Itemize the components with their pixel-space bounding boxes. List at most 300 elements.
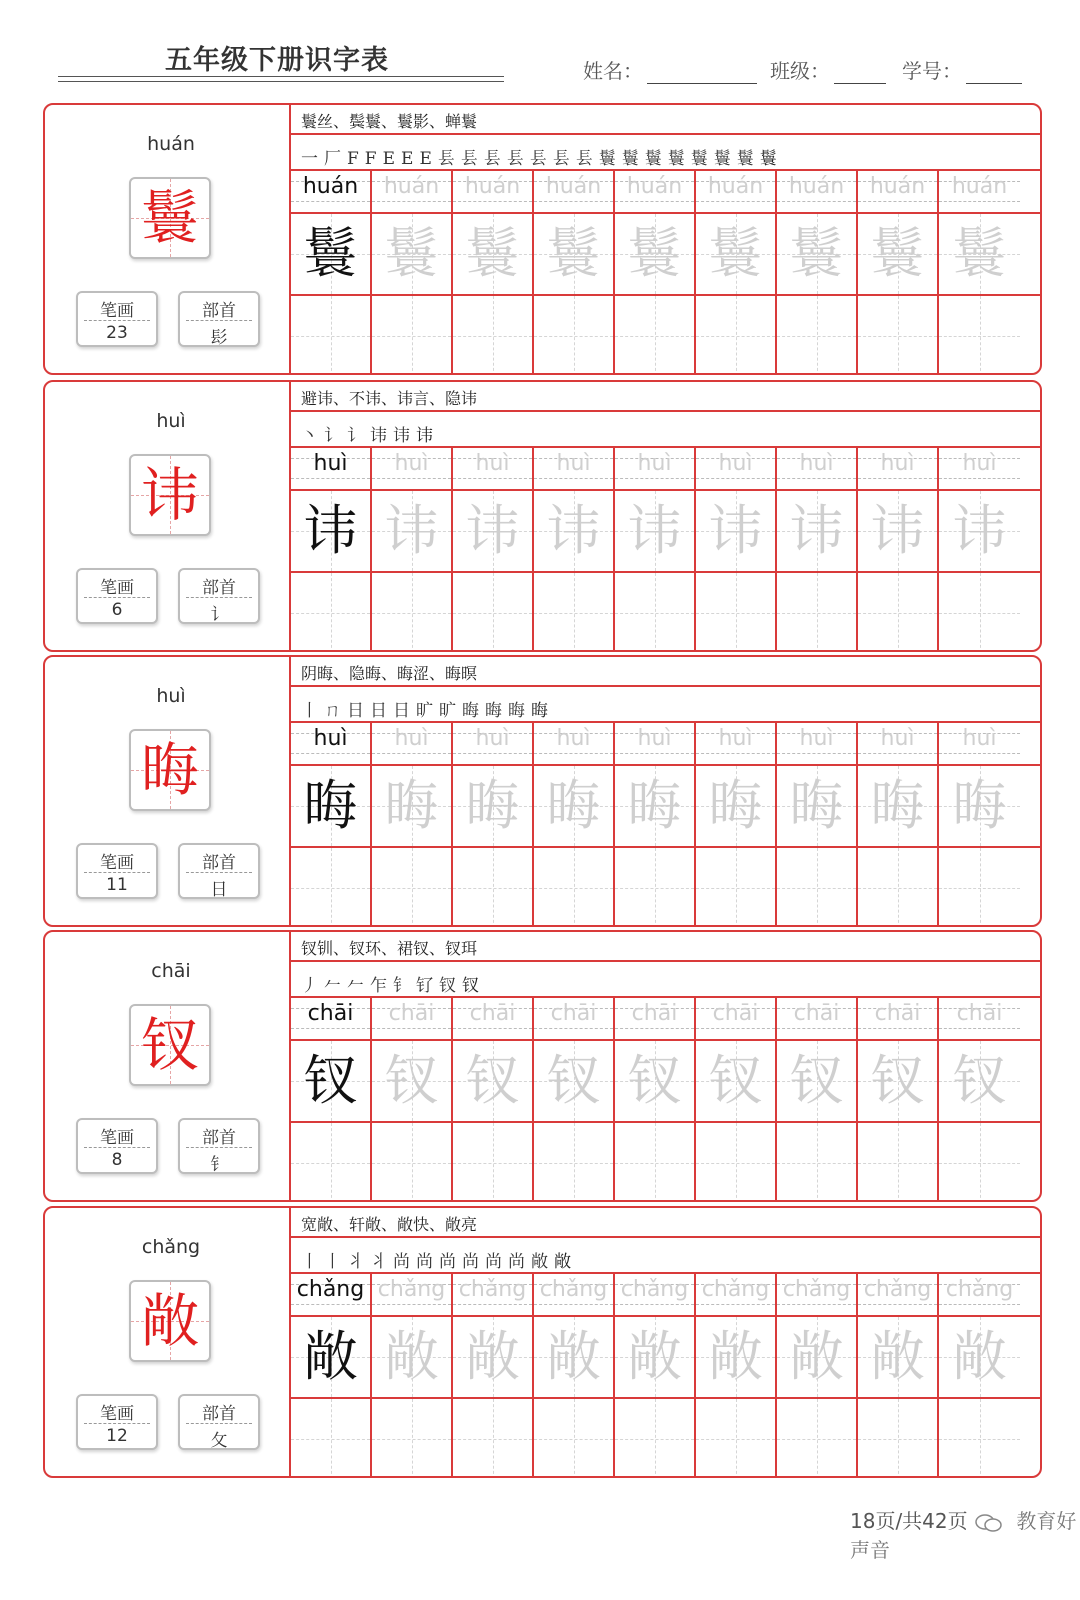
blank-cell[interactable]	[534, 848, 615, 927]
stroke-step: 镸	[437, 149, 455, 169]
char-trace: 钗	[870, 1049, 925, 1112]
char-cell[interactable]	[858, 766, 939, 846]
stroke-step: 日	[393, 701, 410, 721]
char-cell[interactable]	[939, 214, 1020, 294]
stroke-step: 鬟	[690, 149, 708, 169]
radical-value: 日	[210, 880, 228, 900]
practice-panel	[289, 1208, 1042, 1476]
blank-cell[interactable]	[372, 573, 453, 652]
char-trace: 敞	[465, 1325, 520, 1388]
char-cell[interactable]	[615, 1317, 696, 1397]
char-cell[interactable]	[858, 214, 939, 294]
blank-cell[interactable]	[939, 1399, 1020, 1478]
radical-label: 部首	[202, 1128, 236, 1148]
pinyin-cell[interactable]	[615, 1274, 696, 1315]
pinyin-trace: huì	[394, 451, 429, 476]
char-display-box	[129, 729, 211, 811]
char-cell[interactable]	[939, 1317, 1020, 1397]
blank-cell[interactable]	[615, 1399, 696, 1478]
stroke-step: ㄇ	[324, 701, 341, 721]
char-display: 晦	[140, 736, 199, 804]
blank-cell[interactable]	[615, 1123, 696, 1202]
stroke-count-label: 笔画	[100, 853, 134, 873]
pinyin-cell[interactable]	[372, 1274, 453, 1315]
pinyin-trace: chǎng	[945, 1277, 1014, 1302]
stroke-step: 厂	[324, 149, 341, 169]
blank-cell[interactable]	[777, 1123, 858, 1202]
blank-cell[interactable]	[534, 1399, 615, 1478]
char-trace: 晦	[627, 774, 682, 837]
char-cell[interactable]	[453, 491, 534, 571]
pinyin-cell[interactable]	[291, 448, 372, 489]
pinyin-trace: huán	[869, 174, 926, 199]
char-cell[interactable]	[372, 214, 453, 294]
blank-cell[interactable]	[615, 296, 696, 375]
class-label: 班级：	[770, 59, 830, 83]
pinyin-cell[interactable]	[777, 171, 858, 212]
pinyin-cell[interactable]	[534, 723, 615, 764]
char-trace: 晦	[870, 774, 925, 837]
pinyin-trace: chāi	[307, 1001, 354, 1026]
pinyin-cell[interactable]	[534, 171, 615, 212]
stroke-count-box	[76, 1118, 158, 1174]
pinyin-cell[interactable]	[939, 1274, 1020, 1315]
number-blank[interactable]	[966, 59, 1022, 84]
char-trace: 敞	[952, 1325, 1007, 1388]
char-trace: 晦	[789, 774, 844, 837]
watermark-text: 教育好声音	[850, 1509, 1077, 1562]
blank-cell[interactable]	[534, 1123, 615, 1202]
char-cell[interactable]	[372, 1041, 453, 1121]
pinyin-trace: huì	[880, 726, 915, 751]
char-trace: 敞	[627, 1325, 682, 1388]
pinyin-cell[interactable]	[696, 998, 777, 1039]
char-display-box	[129, 1280, 211, 1362]
stroke-step: 鬟	[621, 149, 639, 169]
stroke-order	[301, 1242, 571, 1272]
char-cell[interactable]	[777, 214, 858, 294]
stroke-step: 讳	[416, 426, 433, 446]
stroke-step: 鬟	[644, 149, 662, 169]
example-words: 钗钏、钗环、裙钗、钗珥	[301, 939, 478, 958]
char-cell[interactable]	[291, 214, 372, 294]
pinyin-cell[interactable]	[615, 998, 696, 1039]
stroke-step: 讠	[324, 426, 341, 446]
radical-value: 钅	[210, 1155, 228, 1175]
blank-cell[interactable]	[858, 848, 939, 927]
char-cell[interactable]	[534, 491, 615, 571]
blank-cell[interactable]	[372, 296, 453, 375]
char-cell[interactable]	[696, 1317, 777, 1397]
char-cell[interactable]	[939, 766, 1020, 846]
pinyin-trace: chāi	[388, 1001, 435, 1026]
char-cell[interactable]	[777, 766, 858, 846]
pinyin-cell[interactable]	[453, 448, 534, 489]
pinyin-cell[interactable]	[777, 1274, 858, 1315]
char-trace: 钗	[465, 1049, 520, 1112]
char-cell[interactable]	[534, 766, 615, 846]
pinyin-cell[interactable]	[453, 723, 534, 764]
blank-cell[interactable]	[858, 296, 939, 375]
pinyin-trace: huán	[545, 174, 602, 199]
char-cell[interactable]	[372, 766, 453, 846]
blank-cell[interactable]	[372, 848, 453, 927]
example-words: 阴晦、隐晦、晦涩、晦暝	[301, 664, 478, 683]
blank-cell[interactable]	[453, 573, 534, 652]
stroke-count-value: 8	[111, 1150, 123, 1170]
stroke-step: 讳	[393, 426, 410, 446]
stroke-step: 晦	[508, 701, 525, 721]
char-display: 讳	[140, 461, 199, 529]
character-card	[43, 655, 1042, 927]
char-trace: 鬟	[303, 222, 358, 285]
pinyin-cell[interactable]	[615, 448, 696, 489]
pinyin-trace: huán	[951, 174, 1008, 199]
pinyin-trace: huì	[394, 726, 429, 751]
blank-cell[interactable]	[939, 296, 1020, 375]
blank-cell[interactable]	[615, 573, 696, 652]
stroke-step: E	[419, 149, 432, 169]
blank-cell[interactable]	[534, 573, 615, 652]
char-blank-row	[291, 848, 1020, 927]
pinyin-cell[interactable]	[858, 998, 939, 1039]
stroke-order	[301, 691, 548, 721]
radical-label: 部首	[202, 301, 236, 321]
blank-cell[interactable]	[939, 573, 1020, 652]
practice-panel	[289, 657, 1042, 925]
char-cell[interactable]	[372, 491, 453, 571]
char-cell[interactable]	[291, 1317, 372, 1397]
blank-cell[interactable]	[696, 296, 777, 375]
pinyin-cell[interactable]	[939, 998, 1020, 1039]
char-cell[interactable]	[777, 1317, 858, 1397]
blank-cell[interactable]	[858, 573, 939, 652]
blank-cell[interactable]	[453, 1399, 534, 1478]
char-cell[interactable]	[615, 491, 696, 571]
example-words: 鬟丝、鬓鬟、鬟影、蝉鬟	[301, 112, 478, 131]
pinyin-cell[interactable]	[534, 1274, 615, 1315]
char-trace: 鬟	[870, 222, 925, 285]
stroke-step: 丬	[370, 1252, 387, 1272]
stroke-step: 讳	[370, 426, 387, 446]
pinyin-trace: huán	[464, 174, 521, 199]
pinyin-cell[interactable]	[453, 998, 534, 1039]
stroke-step: 尚	[508, 1252, 525, 1272]
pinyin-trace: chǎng	[620, 1277, 689, 1302]
char-blank-row	[291, 296, 1020, 375]
blank-cell[interactable]	[291, 296, 372, 375]
char-cell[interactable]	[615, 1041, 696, 1121]
char-cell[interactable]	[858, 1317, 939, 1397]
name-blank[interactable]	[647, 59, 757, 84]
pinyin-cell[interactable]	[696, 1274, 777, 1315]
stroke-count-box	[76, 1394, 158, 1450]
stroke-step: 旷	[416, 701, 433, 721]
pinyin-cell[interactable]	[372, 171, 453, 212]
stroke-step: 旷	[439, 701, 456, 721]
pinyin-practice-row	[291, 171, 1020, 212]
char-trace: 敞	[789, 1325, 844, 1388]
pinyin-trace: huì	[799, 451, 834, 476]
stroke-step: 镸	[460, 149, 478, 169]
radical-label: 部首	[202, 578, 236, 598]
stroke-step: F	[347, 149, 359, 169]
blank-cell[interactable]	[453, 296, 534, 375]
pinyin-cell[interactable]	[291, 998, 372, 1039]
char-cell[interactable]	[939, 1041, 1020, 1121]
char-practice-row	[291, 491, 1020, 571]
char-cell[interactable]	[372, 1317, 453, 1397]
char-pinyin: chāi	[151, 960, 191, 982]
stroke-count-value: 12	[106, 1426, 128, 1446]
stroke-step: 鬟	[667, 149, 685, 169]
character-card	[43, 1206, 1042, 1478]
pinyin-cell[interactable]	[372, 723, 453, 764]
stroke-order	[301, 966, 479, 996]
char-blank-row	[291, 573, 1020, 652]
pinyin-trace: huì	[637, 726, 672, 751]
char-cell[interactable]	[453, 766, 534, 846]
pinyin-cell[interactable]	[453, 1274, 534, 1315]
pinyin-cell[interactable]	[858, 723, 939, 764]
char-trace: 钗	[952, 1049, 1007, 1112]
pinyin-trace: chǎng	[377, 1277, 446, 1302]
char-trace: 晦	[952, 774, 1007, 837]
radical-box	[178, 843, 260, 899]
pinyin-cell[interactable]	[777, 448, 858, 489]
stroke-step: 丨	[324, 1252, 341, 1272]
blank-cell[interactable]	[372, 1399, 453, 1478]
blank-cell[interactable]	[615, 848, 696, 927]
pinyin-cell[interactable]	[453, 171, 534, 212]
stroke-count-label: 笔画	[100, 578, 134, 598]
char-blank-row	[291, 1123, 1020, 1202]
pinyin-cell[interactable]	[291, 171, 372, 212]
char-info-panel	[45, 382, 297, 650]
stroke-count-box	[76, 291, 158, 347]
stroke-step: 镸	[575, 149, 593, 169]
number-field	[902, 55, 1022, 84]
page-number: 18页/共42页	[850, 1509, 968, 1533]
stroke-step: F	[364, 149, 377, 169]
stroke-step: 𠂉	[324, 976, 341, 996]
char-trace: 钗	[384, 1049, 439, 1112]
blank-cell[interactable]	[858, 1123, 939, 1202]
pinyin-cell[interactable]	[939, 448, 1020, 489]
radical-box	[178, 291, 260, 347]
char-cell[interactable]	[696, 1041, 777, 1121]
char-cell[interactable]	[939, 491, 1020, 571]
class-blank[interactable]	[834, 59, 886, 84]
blank-cell[interactable]	[291, 573, 372, 652]
blank-cell[interactable]	[453, 848, 534, 927]
blank-cell[interactable]	[291, 1399, 372, 1478]
char-cell[interactable]	[777, 1041, 858, 1121]
pinyin-cell[interactable]	[858, 448, 939, 489]
worksheet-title: 五年级下册识字表	[165, 45, 389, 76]
stroke-step: 日	[347, 701, 364, 721]
pinyin-trace: huì	[880, 451, 915, 476]
char-trace: 敞	[384, 1325, 439, 1388]
char-trace: 钗	[303, 1049, 358, 1112]
character-card	[43, 103, 1042, 375]
stroke-step: 钗	[462, 976, 479, 996]
char-trace: 晦	[546, 774, 601, 837]
stroke-count-value: 11	[106, 875, 128, 895]
pinyin-cell[interactable]	[777, 998, 858, 1039]
pinyin-cell[interactable]	[939, 171, 1020, 212]
example-words: 避讳、不讳、讳言、隐讳	[301, 389, 478, 408]
char-trace: 晦	[708, 774, 763, 837]
stroke-step: E	[382, 149, 396, 169]
char-cell[interactable]	[615, 766, 696, 846]
pinyin-cell[interactable]	[291, 723, 372, 764]
pinyin-cell[interactable]	[858, 171, 939, 212]
blank-cell[interactable]	[696, 1123, 777, 1202]
radical-value: 攵	[210, 1431, 228, 1451]
char-cell[interactable]	[453, 214, 534, 294]
char-trace: 讳	[384, 499, 439, 562]
pinyin-cell[interactable]	[858, 1274, 939, 1315]
char-info-panel	[45, 105, 297, 373]
blank-cell[interactable]	[696, 573, 777, 652]
blank-cell[interactable]	[696, 1399, 777, 1478]
practice-panel	[289, 382, 1042, 650]
stroke-step: 讠	[347, 426, 364, 446]
pinyin-trace: huì	[475, 726, 510, 751]
page-footer	[850, 1505, 1080, 1563]
char-cell[interactable]	[696, 766, 777, 846]
char-practice-row	[291, 1317, 1020, 1397]
pinyin-cell[interactable]	[939, 723, 1020, 764]
pinyin-cell[interactable]	[615, 171, 696, 212]
stroke-step: 鬟	[598, 149, 616, 169]
stroke-order	[301, 416, 433, 446]
char-trace: 钗	[708, 1049, 763, 1112]
char-practice-row	[291, 766, 1020, 846]
radical-value: 讠	[210, 605, 228, 625]
char-practice-row	[291, 214, 1020, 294]
char-cell[interactable]	[534, 214, 615, 294]
char-cell[interactable]	[291, 766, 372, 846]
char-cell[interactable]	[534, 1317, 615, 1397]
blank-cell[interactable]	[777, 296, 858, 375]
radical-box	[178, 1118, 260, 1174]
char-trace: 钗	[546, 1049, 601, 1112]
char-cell[interactable]	[291, 1041, 372, 1121]
char-info-panel	[45, 1208, 297, 1476]
pinyin-cell[interactable]	[372, 448, 453, 489]
pinyin-practice-row	[291, 723, 1020, 764]
radical-value: 髟	[210, 328, 228, 348]
blank-cell[interactable]	[696, 848, 777, 927]
pinyin-cell[interactable]	[696, 171, 777, 212]
char-trace: 晦	[384, 774, 439, 837]
char-cell[interactable]	[615, 214, 696, 294]
stroke-step: 钅	[393, 976, 410, 996]
blank-cell[interactable]	[534, 296, 615, 375]
blank-cell[interactable]	[777, 848, 858, 927]
pinyin-cell[interactable]	[534, 998, 615, 1039]
title-underline-2	[58, 81, 504, 82]
char-cell[interactable]	[291, 491, 372, 571]
char-display: 鬟	[140, 184, 199, 252]
pinyin-trace: huì	[556, 451, 591, 476]
worksheet-header	[0, 0, 1080, 100]
stroke-step: 镸	[529, 149, 547, 169]
blank-cell[interactable]	[777, 573, 858, 652]
char-cell[interactable]	[453, 1317, 534, 1397]
char-trace: 钗	[789, 1049, 844, 1112]
pinyin-trace: chāi	[469, 1001, 516, 1026]
pinyin-trace: huán	[788, 174, 845, 199]
blank-cell[interactable]	[777, 1399, 858, 1478]
pinyin-trace: huì	[556, 726, 591, 751]
char-trace: 鬟	[952, 222, 1007, 285]
stroke-step: 钗	[439, 976, 456, 996]
pinyin-cell[interactable]	[615, 723, 696, 764]
char-trace: 讳	[546, 499, 601, 562]
blank-cell[interactable]	[291, 1123, 372, 1202]
char-cell[interactable]	[696, 491, 777, 571]
blank-cell[interactable]	[453, 1123, 534, 1202]
blank-cell[interactable]	[291, 848, 372, 927]
char-cell[interactable]	[534, 1041, 615, 1121]
char-cell[interactable]	[858, 1041, 939, 1121]
blank-cell[interactable]	[939, 848, 1020, 927]
pinyin-trace: huì	[475, 451, 510, 476]
pinyin-practice-row	[291, 448, 1020, 489]
pinyin-cell[interactable]	[696, 723, 777, 764]
stroke-step: 丿	[301, 976, 318, 996]
stroke-count-label: 笔画	[100, 1404, 134, 1424]
number-label: 学号：	[902, 59, 962, 83]
char-cell[interactable]	[696, 214, 777, 294]
pinyin-trace: huì	[962, 726, 997, 751]
char-trace: 讳	[789, 499, 844, 562]
char-info-panel	[45, 657, 297, 925]
blank-cell[interactable]	[372, 1123, 453, 1202]
char-trace: 讳	[952, 499, 1007, 562]
blank-cell[interactable]	[939, 1123, 1020, 1202]
stroke-step: 尚	[485, 1252, 502, 1272]
pinyin-trace: huán	[626, 174, 683, 199]
pinyin-cell[interactable]	[291, 1274, 372, 1315]
char-cell[interactable]	[858, 491, 939, 571]
name-label: 姓名：	[583, 59, 643, 83]
radical-label: 部首	[202, 1404, 236, 1424]
pinyin-cell[interactable]	[696, 448, 777, 489]
stroke-step: 𠂉	[347, 976, 364, 996]
stroke-step: 尚	[462, 1252, 479, 1272]
stroke-order	[301, 139, 777, 169]
blank-cell[interactable]	[858, 1399, 939, 1478]
pinyin-trace: chǎng	[782, 1277, 851, 1302]
char-cell[interactable]	[777, 491, 858, 571]
char-blank-row	[291, 1399, 1020, 1478]
stroke-step: 敞	[531, 1252, 548, 1272]
title-underline	[58, 76, 504, 77]
name-field	[583, 55, 757, 84]
pinyin-cell[interactable]	[777, 723, 858, 764]
pinyin-cell[interactable]	[534, 448, 615, 489]
char-cell[interactable]	[453, 1041, 534, 1121]
pinyin-cell[interactable]	[372, 998, 453, 1039]
stroke-step: 鬟	[759, 149, 777, 169]
pinyin-trace: chǎng	[458, 1277, 527, 1302]
stroke-step: 日	[370, 701, 387, 721]
pinyin-trace: chāi	[793, 1001, 840, 1026]
